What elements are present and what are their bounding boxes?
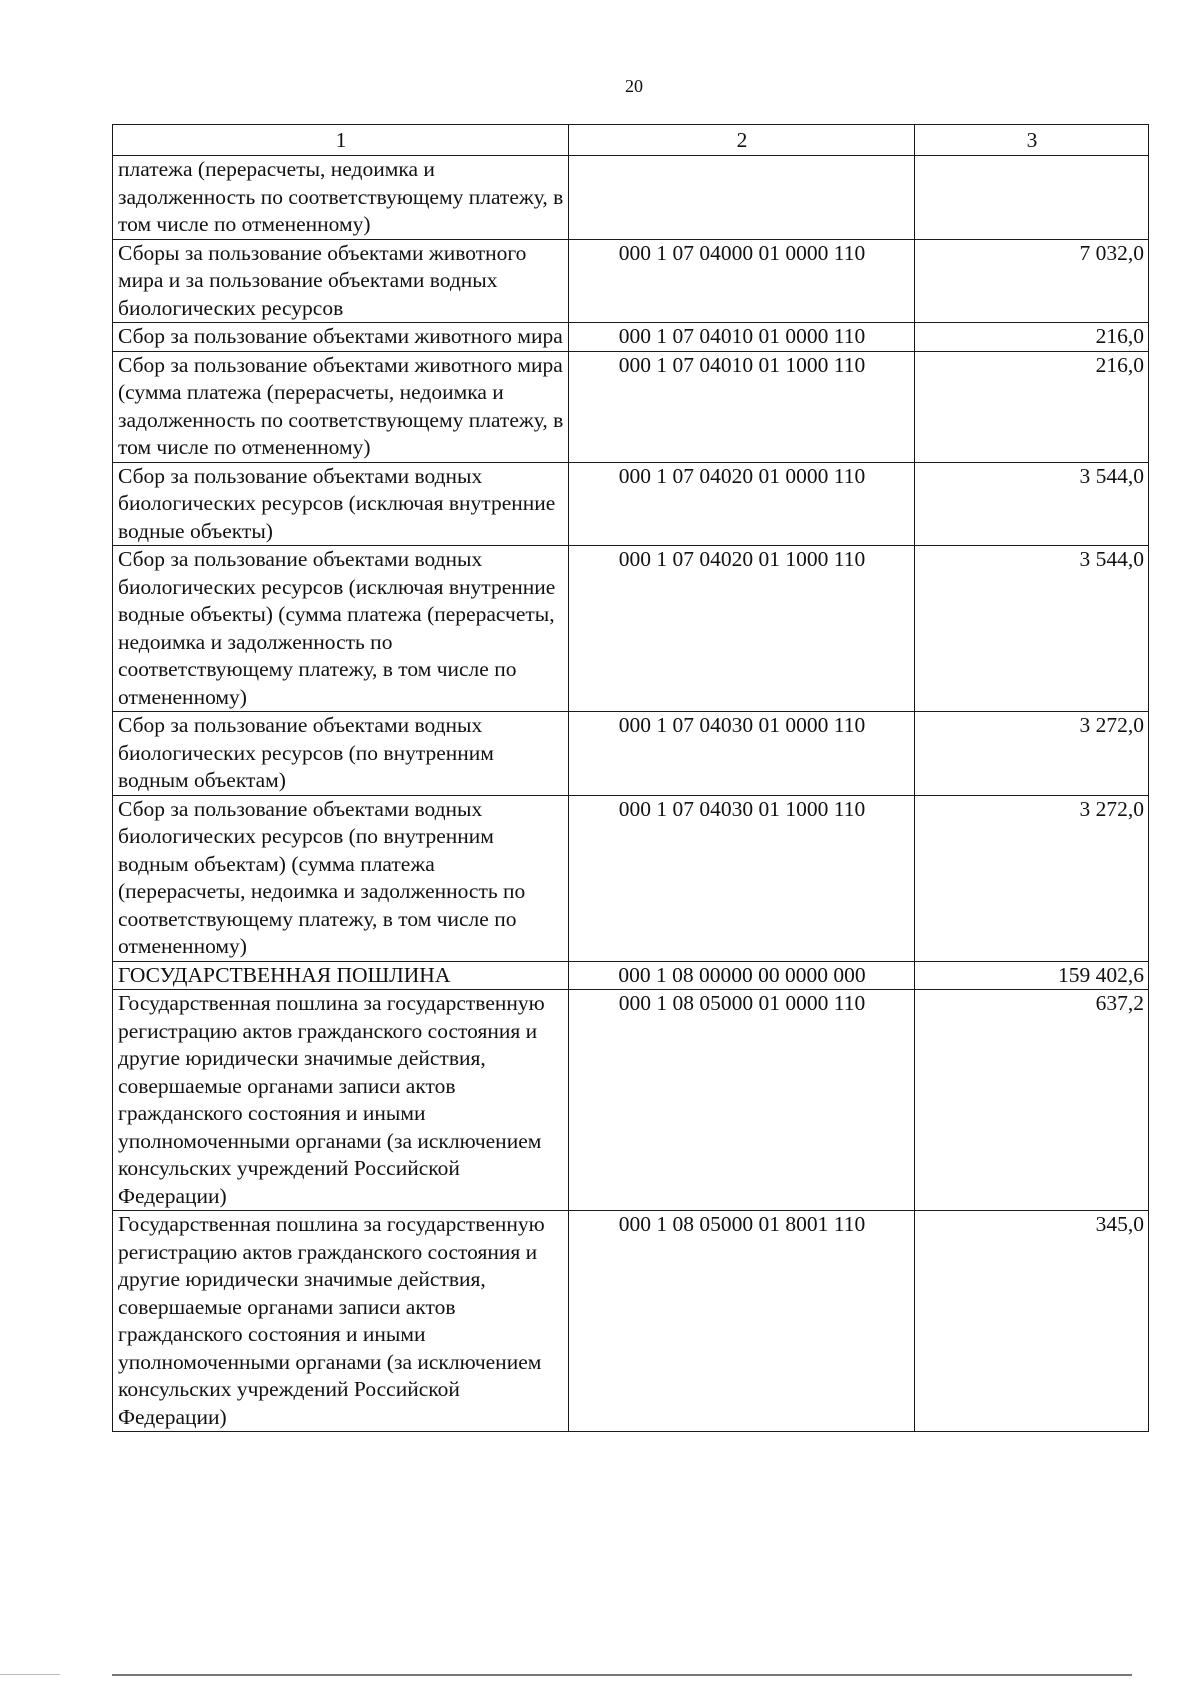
row-name: Государственная пошлина за государственную регистрацию актов гражданского состояния и другие юридически значимые действия, совершаемые органами записи актов гражданского состояния и иными уполномоченными органами (за исключением консульских учреждений Российской Федерации) <box>113 1211 569 1432</box>
table-row <box>113 546 1149 712</box>
row-value: 345,0 <box>915 1211 1149 1432</box>
row-name: Сбор за пользование объектами животного мира (сумма платежа (перерасчеты, недоимка и задолженность по соответствующему платежу, в том числе по отмененному) <box>113 351 569 462</box>
row-code: 000 1 07 04000 01 0000 110 <box>569 239 915 323</box>
row-name: Сбор за пользование объектами животного мира <box>113 323 569 352</box>
row-value: 3 544,0 <box>915 462 1149 546</box>
row-code: 000 1 08 00000 00 0000 000 <box>569 961 915 990</box>
row-value <box>915 156 1149 240</box>
table-row <box>113 323 1149 352</box>
table-row <box>113 961 1149 990</box>
table-row <box>113 239 1149 323</box>
row-name: ГОСУДАРСТВЕННАЯ ПОШЛИНА <box>113 961 569 990</box>
page-number: 20 <box>625 76 643 96</box>
table-row <box>113 462 1149 546</box>
row-code: 000 1 08 05000 01 0000 110 <box>569 990 915 1211</box>
row-code: 000 1 07 04010 01 0000 110 <box>569 323 915 352</box>
row-code: 000 1 07 04010 01 1000 110 <box>569 351 915 462</box>
revenue-table <box>112 124 1149 1432</box>
table-row <box>113 351 1149 462</box>
row-value: 216,0 <box>915 351 1149 462</box>
row-code: 000 1 07 04030 01 0000 110 <box>569 712 915 796</box>
row-code: 000 1 07 04020 01 0000 110 <box>569 462 915 546</box>
footer-divider-left <box>0 1674 60 1675</box>
table-row <box>113 990 1149 1211</box>
table-row <box>113 1211 1149 1432</box>
column-header-code: 2 <box>569 125 915 156</box>
row-value: 637,2 <box>915 990 1149 1211</box>
row-name: Сбор за пользование объектами водных биологических ресурсов (исключая внутренние водные объекты) <box>113 462 569 546</box>
table-row <box>113 795 1149 961</box>
row-value: 159 402,6 <box>915 961 1149 990</box>
column-header-name: 1 <box>113 125 569 156</box>
row-code: 000 1 08 05000 01 8001 110 <box>569 1211 915 1432</box>
row-code: 000 1 07 04020 01 1000 110 <box>569 546 915 712</box>
row-name: Сбор за пользование объектами водных биологических ресурсов (по внутренним водным объектам) (сумма платежа (перерасчеты, недоимка и задолженность по соответствующему платежу, в том числе по отмененному) <box>113 795 569 961</box>
row-name: Сбор за пользование объектами водных биологических ресурсов (исключая внутренние водные объекты) (сумма платежа (перерасчеты, недоимка и задолженность по соответствующему платежу, в том числе по отмененному) <box>113 546 569 712</box>
row-code <box>569 156 915 240</box>
row-code: 000 1 07 04030 01 1000 110 <box>569 795 915 961</box>
row-value: 216,0 <box>915 323 1149 352</box>
table-row <box>113 712 1149 796</box>
row-name: Сборы за пользование объектами животного мира и за пользование объектами водных биологических ресурсов <box>113 239 569 323</box>
row-name: Сбор за пользование объектами водных биологических ресурсов (по внутренним водным объектам) <box>113 712 569 796</box>
row-value: 3 272,0 <box>915 712 1149 796</box>
table-row <box>113 156 1149 240</box>
footer-divider <box>112 1674 1132 1676</box>
row-value: 7 032,0 <box>915 239 1149 323</box>
header-row <box>113 125 1149 156</box>
row-name: платежа (перерасчеты, недоимка и задолженность по соответствующему платежу, в том числе по отмененному) <box>113 156 569 240</box>
row-name: Государственная пошлина за государственную регистрацию актов гражданского состояния и другие юридически значимые действия, совершаемые органами записи актов гражданского состояния и иными уполномоченными органами (за исключением консульских учреждений Российской Федерации) <box>113 990 569 1211</box>
row-value: 3 272,0 <box>915 795 1149 961</box>
column-header-value: 3 <box>915 125 1149 156</box>
row-value: 3 544,0 <box>915 546 1149 712</box>
